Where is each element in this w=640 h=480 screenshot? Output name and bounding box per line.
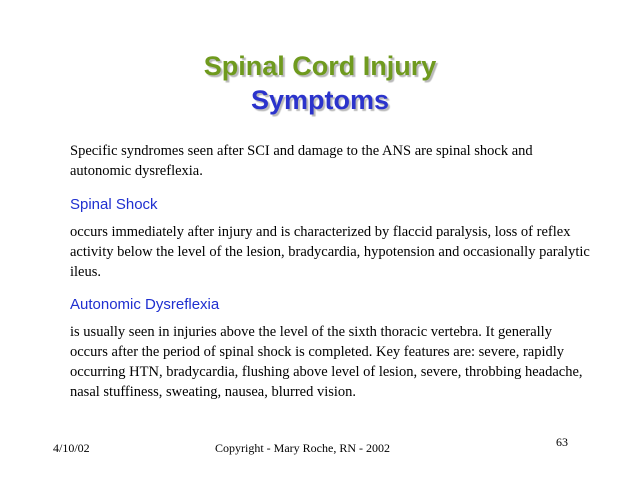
footer-date: 4/10/02: [53, 441, 90, 455]
section-heading-spinal-shock: Spinal Shock: [70, 196, 158, 213]
section-body-autonomic-dysreflexia: is usually seen in injuries above the level of the sixth thoracic vertebra. It generally occurs after the period of spinal shock is completed. Key features are: severe, rapidly occurring HTN, bradycardia, flushing above level of lesion, severe, throbbing headache, nasal stuffiness, sweating, nausea, blurred vision.: [70, 324, 583, 400]
slide-subtitle: Symptoms: [250, 85, 390, 115]
intro-paragraph: Specific syndromes seen after SCI and damage to the ANS are spinal shock and autonomic dysreflexia.: [70, 143, 533, 179]
footer-copyright: Copyright - Mary Roche, RN - 2002: [215, 441, 390, 455]
section-heading-autonomic-dysreflexia: Autonomic Dysreflexia: [70, 296, 220, 313]
page-number: 63: [556, 435, 568, 449]
slide-title: Spinal Cord Injury: [203, 51, 437, 81]
section-body-spinal-shock: occurs immediately after injury and is characterized by flaccid paralysis, loss of reflex activity below the level of the lesion, bradycardia, hypotension and occasionally paralytic ileus.: [70, 224, 590, 280]
